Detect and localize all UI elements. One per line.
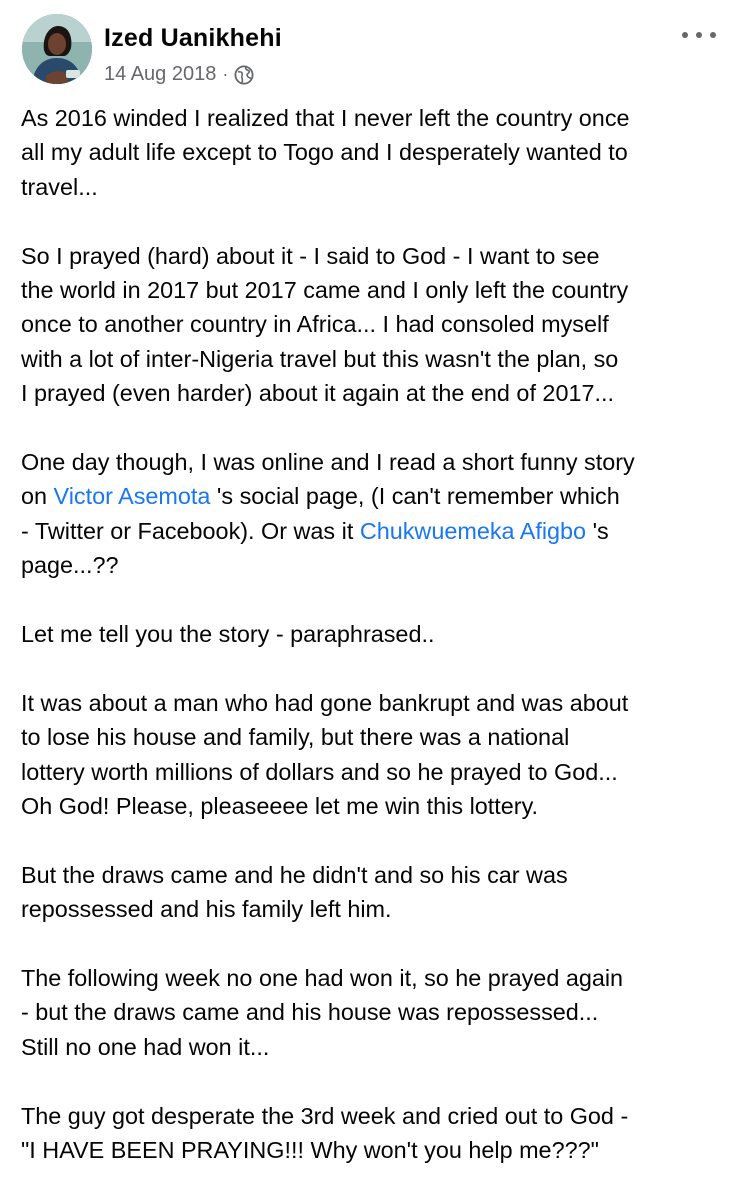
post-date[interactable]: 14 Aug 2018	[104, 63, 217, 85]
text-line: Oh God! Please, pleaseeee let me win this lottery.	[21, 793, 539, 820]
post-header	[22, 14, 722, 90]
text-line: Still no one had won it...	[21, 1033, 270, 1060]
text-line: But the draws came and he didn't and so his car was	[21, 861, 568, 888]
text-segment: 's social page, (I can't remember which	[210, 483, 620, 510]
text-line: The guy got desperate the 3rd week and cried out to God -	[21, 1102, 629, 1129]
text-segment: - Twitter or Facebook). Or was it	[21, 517, 360, 544]
text-line: lottery worth millions of dollars and so he prayed to God...	[21, 758, 618, 785]
post-meta	[104, 63, 254, 86]
text-line	[21, 514, 721, 548]
text-line: repossessed and his family left him.	[21, 896, 392, 923]
mention-link-victor-asemota[interactable]: Victor Asemota	[53, 483, 211, 510]
paragraph	[21, 858, 721, 927]
text-line: As 2016 winded I realized that I never left the country once	[21, 105, 630, 131]
author-avatar[interactable]	[22, 14, 92, 84]
more-options-icon[interactable]	[682, 24, 716, 46]
author-name[interactable]: Ized Uanikhehi	[104, 24, 282, 52]
text-segment: on	[21, 483, 54, 510]
text-line: I prayed (even harder) about it again at the end of 2017...	[21, 380, 614, 407]
text-line	[21, 479, 721, 513]
text-line: - but the draws came and his house was repossessed...	[21, 999, 599, 1026]
text-line: page...??	[21, 552, 119, 579]
paragraph	[21, 961, 721, 1064]
text-line: travel...	[21, 173, 98, 200]
globe-icon[interactable]	[234, 65, 254, 85]
avatar-image	[22, 14, 92, 84]
text-line: once to another country in Africa... I had consoled myself	[21, 311, 609, 338]
paragraph	[21, 239, 721, 411]
paragraph	[21, 686, 721, 824]
text-line: with a lot of inter-Nigeria travel but this wasn't the plan, so	[21, 345, 619, 372]
text-line: The following week no one had won it, so he prayed again	[21, 965, 624, 992]
post-body	[21, 101, 721, 1167]
text-line: all my adult life except to Togo and I desperately wanted to	[21, 139, 628, 166]
paragraph	[21, 101, 721, 204]
paragraph	[21, 1099, 721, 1168]
text-line: the world in 2017 but 2017 came and I only left the country	[21, 277, 629, 304]
meta-separator: ·	[222, 64, 229, 84]
mention-link-chukwuemeka-afigbo[interactable]: Chukwuemeka Afigbo	[359, 517, 587, 544]
text-line: One day though, I was online and I read a short funny story	[21, 449, 635, 476]
text-line: It was about a man who had gone bankrupt and was about	[21, 689, 629, 716]
text-line: to lose his house and family, but there was a national	[21, 724, 570, 751]
text-line: Let me tell you the story - paraphrased..	[21, 621, 435, 648]
text-line: "I HAVE BEEN PRAYING!!! Why won't you help me???"	[21, 1137, 599, 1164]
text-segment: 's	[586, 517, 609, 544]
paragraph	[21, 445, 721, 583]
paragraph	[21, 617, 721, 651]
text-line: So I prayed (hard) about it - I said to God - I want to see	[21, 242, 600, 269]
